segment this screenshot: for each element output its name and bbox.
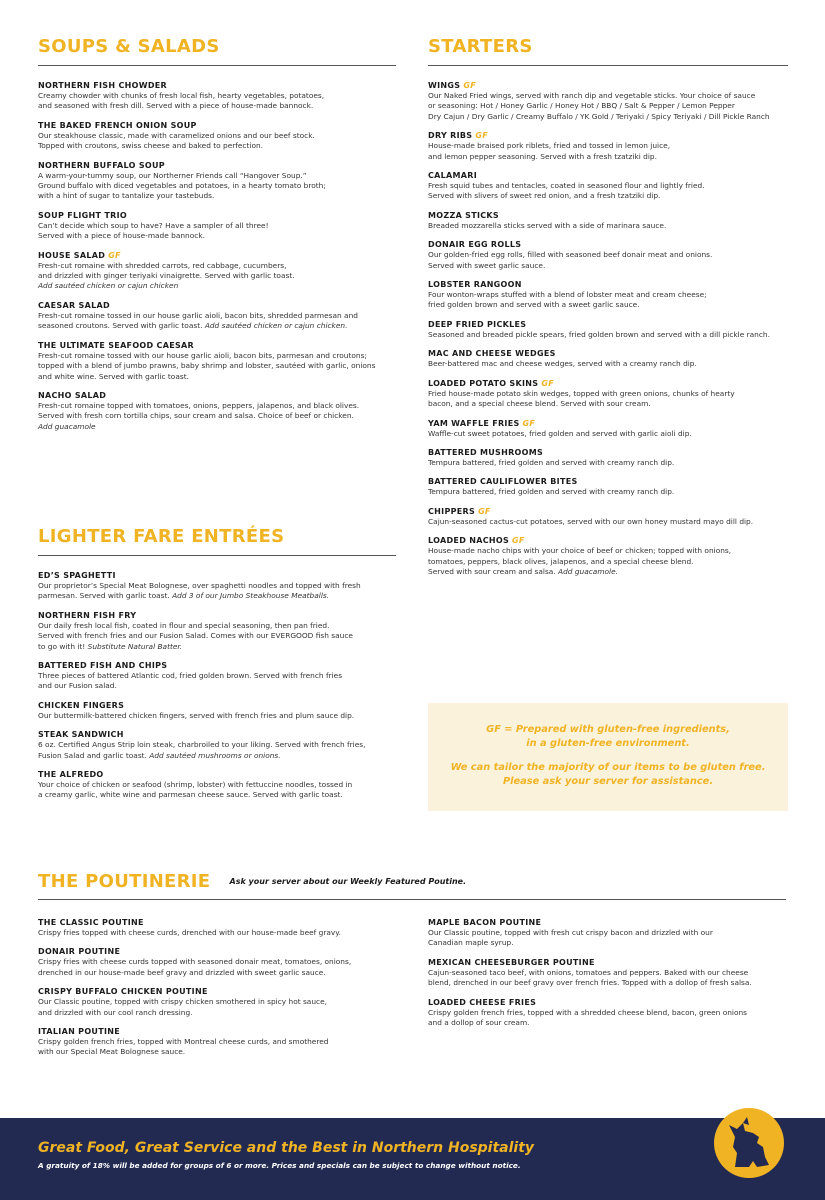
description-text: Four wonton-wraps stuffed with a blend of lobster meat and cream cheese; fried golden brown and served with a sweet garlic sauce.: [428, 290, 707, 310]
poutine-feature-note: Ask your server about our Weekly Featured Poutine.: [229, 877, 467, 886]
menu-item-title: ITALIAN POUTINE: [38, 1027, 121, 1037]
menu-item-title: CHIPPERS: [428, 506, 476, 516]
menu-item: [428, 130, 788, 162]
description-text: Seasoned and breaded pickle spears, fried golden brown and served with a dill pickle ranch.: [428, 329, 770, 339]
menu-item-title: STEAK SANDWICH: [38, 730, 124, 740]
menu-item: [38, 160, 396, 202]
menu-item: [38, 729, 396, 761]
starters-section: [428, 36, 788, 585]
menu-item: [428, 476, 788, 497]
menu-item: [38, 300, 396, 332]
menu-item-title: HOUSE SALAD: [38, 250, 106, 260]
menu-item-description: [428, 359, 788, 369]
menu-item-name: [38, 610, 396, 621]
description-text: Our buttermilk-battered chicken fingers, served with french fries and plum sauce dip.: [38, 710, 355, 720]
description-text: Fried house-made potato skin wedges, topped with green onions, chunks of hearty bacon, and a special cheese blend. Served with sour cream.: [428, 388, 735, 409]
menu-item-description: [428, 928, 788, 949]
description-text: Our daily fresh local fish, coated in flour and special seasoning, then pan fried. Served with french fries and our Fusion Salad. Comes with our EVERGOOD fish sauce to go with it!: [38, 620, 353, 651]
item-list: [38, 570, 396, 801]
description-text: House-made braised pork riblets, fried and tossed in lemon juice, and lemon pepper seasoning. Served with a fresh tzatziki dip.: [428, 141, 671, 161]
menu-item: [428, 348, 788, 369]
menu-item-name: [428, 378, 788, 389]
menu-item-title: DONAIR EGG ROLLS: [428, 240, 522, 250]
menu-item-name: [428, 319, 788, 330]
menu-item-title: LOBSTER RANGOON: [428, 280, 522, 290]
menu-item-title: ED’S SPAGHETTI: [38, 571, 116, 580]
menu-item-description: [428, 546, 788, 577]
menu-item: [428, 957, 788, 989]
gluten-free-notice: [428, 703, 788, 811]
menu-item-title: SOUP FLIGHT TRIO: [38, 210, 127, 220]
menu-item: [38, 250, 396, 292]
section-divider: [428, 65, 788, 66]
menu-item: [428, 535, 788, 577]
menu-item-title: NACHO SALAD: [38, 390, 107, 400]
menu-item-name: [428, 210, 788, 221]
menu-item-description: [38, 171, 396, 202]
menu-item-description: [428, 389, 788, 410]
menu-item-name: [38, 986, 408, 997]
menu-item-name: [38, 250, 396, 261]
menu-item: [38, 340, 396, 382]
menu-item-title: MEXICAN CHEESEBURGER POUTINE: [428, 957, 595, 967]
description-text: Fresh-cut romaine with shredded carrots, red cabbage, cucumbers, and drizzled with ginger teriyaki vinaigrette. Served with garlic toast.: [38, 260, 295, 281]
menu-item-name: [428, 476, 788, 487]
menu-item-title: CHICKEN FINGERS: [38, 700, 125, 710]
poutine-left-column: [38, 917, 408, 1066]
description-text: 6 oz. Certified Angus Strip loin steak, charbroiled to your liking. Served with french fries, Fusion Salad and garlic toast.: [38, 740, 366, 760]
menu-item-title: DRY RIBS: [428, 131, 473, 141]
menu-item-title: NORTHERN BUFFALO SOUP: [38, 160, 165, 170]
menu-item-name: [428, 348, 788, 359]
menu-item-title: BATTERED CAULIFLOWER BITES: [428, 477, 578, 487]
menu-item: [428, 80, 788, 122]
gluten-free-badge: GF: [541, 378, 554, 388]
menu-item-description: [38, 928, 408, 938]
menu-item-name: [428, 447, 788, 458]
menu-item-name: [428, 279, 788, 290]
add-on-note: Add guacamole: [38, 421, 96, 431]
description-text: Crispy fries topped with cheese curds, drenched with our house-made beef gravy.: [38, 928, 341, 937]
description-text: Cajun-seasoned taco beef, with onions, tomatoes and peppers. Baked with our cheese blend, drenched in our beef gravy over french fries. Topped with a dollop of fresh salsa.: [428, 967, 752, 988]
menu-item: [428, 506, 788, 527]
menu-item-name: [38, 210, 396, 221]
item-list: [428, 917, 788, 1028]
menu-item: [38, 610, 396, 652]
menu-item-description: [38, 621, 396, 652]
menu-item-description: [38, 780, 396, 801]
menu-item-description: [428, 517, 788, 527]
description-text: Our Classic poutine, topped with fresh cut crispy bacon and drizzled with our Canadian maple syrup.: [428, 928, 713, 948]
gf-tailor-note: We can tailor the majority of our items to be gluten free. Please ask your server for assistance.: [450, 762, 766, 787]
description-text: Crispy golden french fries, topped with a shredded cheese blend, bacon, green onions and a dollop of sour cream.: [428, 1007, 748, 1028]
item-list: [428, 80, 788, 577]
menu-item: [428, 378, 788, 410]
menu-item-description: [38, 401, 396, 432]
description-text: Your choice of chicken or seafood (shrimp, lobster) with fettuccine noodles, tossed in a creamy garlic, white wine and parmesan cheese sauce. Served with garlic toast.: [38, 780, 353, 800]
menu-item: [38, 660, 396, 692]
description-text: Our Naked Fried wings, served with ranch dip and vegetable sticks. Your choice of sauce or seasoning: Hot / Honey Garlic / Honey Hot / BBQ / Salt & Pepper / Lemon Pepper Dry Cajun / Dry Garlic / Creamy Buffalo / YK Gold / Teriyaki / Spicy Teriyaki / Dill Pickle Ranch: [428, 91, 770, 121]
menu-item: [38, 120, 396, 152]
menu-item: [38, 210, 396, 242]
gluten-free-badge: GF: [463, 81, 476, 90]
menu-item: [428, 279, 788, 311]
menu-item-name: [428, 418, 788, 429]
menu-item: [38, 80, 396, 112]
menu-item-title: YAM WAFFLE FRIES: [428, 418, 520, 428]
add-on-note: Substitute Natural Batter.: [87, 641, 183, 651]
gf-definition: GF = Prepared with gluten-free ingredients, in a gluten-free environment.: [486, 724, 730, 749]
item-list: [38, 917, 408, 1058]
menu-item-name: [38, 120, 396, 131]
menu-item-title: NORTHERN FISH FRY: [38, 610, 137, 620]
menu-item: [428, 997, 788, 1029]
footer-banner: [0, 1118, 825, 1200]
menu-item-title: THE ALFREDO: [38, 770, 104, 780]
section-divider: [38, 555, 396, 556]
menu-item-description: [38, 221, 396, 242]
description-text: Our proprietor’s Special Meat Bolognese, over spaghetti noodles and topped with fresh parmesan. Served with garlic toast.: [38, 581, 361, 601]
section-heading: THE POUTINERIE: [38, 871, 211, 892]
menu-item: [38, 946, 408, 978]
add-on-note: Add 3 of our Jumbo Steakhouse Meatballs.: [172, 591, 330, 601]
section-divider: [38, 899, 786, 900]
menu-item-title: CAESAR SALAD: [38, 300, 110, 310]
menu-item-description: [428, 429, 788, 439]
howling-wolf-icon: [713, 1107, 785, 1179]
menu-item-title: DEEP FRIED PICKLES: [428, 319, 527, 329]
menu-item-name: [428, 535, 788, 546]
menu-item: [428, 418, 788, 439]
menu-item-description: [428, 250, 788, 271]
description-text: Fresh-cut romaine topped with tomatoes, onions, peppers, jalapenos, and black olives. Served with fresh corn tortilla chips, sour cream and salsa. Choice of beef or chicken.: [38, 400, 360, 421]
menu-item-name: [38, 946, 408, 957]
menu-item-description: [428, 141, 788, 162]
menu-item-name: [428, 997, 788, 1008]
description-text: Our golden-fried egg rolls, filled with seasoned beef donair meat and onions. Served with sweet garlic sauce.: [428, 250, 713, 270]
menu-item: [38, 769, 396, 801]
menu-item: [38, 570, 396, 602]
description-text: Tempura battered, fried golden and served with creamy ranch dip.: [428, 457, 675, 467]
menu-item-name: [38, 700, 396, 711]
menu-item: [428, 239, 788, 271]
menu-item: [428, 319, 788, 340]
description-text: Beer-battered mac and cheese wedges, served with a creamy ranch dip.: [428, 359, 697, 369]
menu-item-description: [38, 1037, 408, 1058]
menu-item-description: [428, 221, 788, 231]
section-heading: SOUPS & SALADS: [38, 36, 220, 57]
menu-item-title: BATTERED FISH AND CHIPS: [38, 661, 168, 671]
menu-item-name: [38, 80, 396, 91]
menu-item-title: THE CLASSIC POUTINE: [38, 918, 144, 927]
gratuity-disclaimer: A gratuity of 18% will be added for groups of 6 or more. Prices and specials can be subject to change without notice.: [38, 1161, 521, 1170]
description-text: Fresh-cut romaine tossed in our house garlic aioli, bacon bits, shredded parmesan and seasoned croutons. Served with garlic toast.: [38, 310, 358, 331]
gluten-free-badge: GF: [475, 131, 488, 141]
description-text: Crispy fries with cheese curds topped with seasoned donair meat, tomatoes, onions, drenched in our house-made beef gravy and drizzled with sweet garlic sauce.: [38, 957, 352, 977]
menu-item-description: [38, 671, 396, 692]
menu-item-description: [38, 261, 396, 292]
menu-item-description: [38, 351, 396, 382]
menu-item: [38, 917, 408, 938]
description-text: Fresh-cut romaine tossed with our house garlic aioli, bacon bits, parmesan and croutons; topped with a blend of jumbo prawns, baby shrimp and lobster, sautéed with garlic, onions and white wine. Served with garlic toast.: [38, 350, 376, 381]
menu-item-title: MAC AND CHEESE WEDGES: [428, 349, 556, 359]
description-text: Our steakhouse classic, made with caramelized onions and our beef stock. Topped with croutons, swiss cheese and baked to perfection.: [38, 130, 315, 151]
menu-item-name: [38, 729, 396, 740]
menu-item-title: CRISPY BUFFALO CHICKEN POUTINE: [38, 987, 208, 997]
menu-item-description: [38, 131, 396, 152]
menu-item-name: [38, 1026, 408, 1037]
menu-item: [428, 917, 788, 949]
menu-item-name: [428, 239, 788, 250]
menu-item: [38, 390, 396, 432]
description-text: Tempura battered, fried golden and served with creamy ranch dip.: [428, 487, 675, 497]
menu-item-description: [428, 290, 788, 311]
menu-item-name: [428, 80, 788, 91]
menu-item-name: [428, 130, 788, 141]
menu-item-description: [428, 487, 788, 497]
menu-item-description: [38, 711, 396, 721]
menu-item-name: [38, 340, 396, 351]
description-text: Our Classic poutine, topped with crispy chicken smothered in spicy hot sauce, and drizzled with our cool ranch dressing.: [38, 997, 327, 1017]
menu-item-title: LOADED CHEESE FRIES: [428, 997, 537, 1007]
menu-item-description: [38, 957, 408, 978]
add-on-note: Add sautéed mushrooms or onions.: [149, 750, 281, 760]
section-heading: LIGHTER FARE ENTRÉES: [38, 526, 285, 547]
menu-item-description: [428, 181, 788, 202]
menu-item-title: WINGS: [428, 81, 461, 90]
menu-item-description: [428, 1008, 788, 1029]
menu-item-title: CALAMARI: [428, 171, 478, 181]
menu-item-title: LOADED NACHOS: [428, 536, 510, 546]
description-text: Creamy chowder with chunks of fresh local fish, hearty vegetables, potatoes, and seasoned with fresh dill. Served with a piece of house-made bannock.: [38, 91, 325, 111]
description-text: House-made nacho chips with your choice of beef or chicken; topped with onions, tomatoes, peppers, black olives, jalapenos, and a special cheese blend. Served with sour cream and salsa.: [428, 546, 732, 576]
menu-item-description: [428, 968, 788, 989]
menu-item-description: [38, 740, 396, 761]
menu-item-name: [428, 506, 788, 517]
menu-item-name: [428, 957, 788, 968]
menu-item-name: [428, 917, 788, 928]
menu-item: [428, 447, 788, 468]
item-list: [38, 80, 396, 432]
menu-item-description: [428, 458, 788, 468]
description-text: Cajun-seasoned cactus-cut potatoes, served with our own honey mustard mayo dill dip.: [428, 516, 754, 526]
description-text: Fresh squid tubes and tentacles, coated in seasoned flour and lightly fried. Served with slivers of sweet red onion, and a fresh tzatziki dip.: [428, 181, 705, 201]
menu-item: [428, 210, 788, 231]
menu-item-description: [38, 997, 408, 1018]
menu-item-description: [38, 311, 396, 332]
menu-item-description: [428, 330, 788, 340]
add-on-note: Add guacamole.: [558, 566, 619, 576]
menu-item-title: DONAIR POUTINE: [38, 947, 121, 957]
section-heading: STARTERS: [428, 36, 533, 57]
add-on-note: Add sautéed chicken or cajun chicken.: [204, 321, 348, 331]
menu-item-title: BATTERED MUSHROOMS: [428, 447, 544, 457]
menu-item-title: THE ULTIMATE SEAFOOD CAESAR: [38, 340, 194, 350]
description-text: Waffle-cut sweet potatoes, fried golden and served with garlic aioli dip.: [428, 428, 692, 438]
description-text: A warm-your-tummy soup, our Northerner Friends call “Hangover Soup.” Ground buffalo with diced vegetables and potatoes, in a hearty tomato broth; with a hint of sugar to tantalize your tastebuds.: [38, 170, 326, 201]
menu-item-name: [38, 160, 396, 171]
menu-item-title: THE BAKED FRENCH ONION SOUP: [38, 120, 197, 130]
menu-item-description: [428, 91, 788, 122]
menu-item: [428, 170, 788, 202]
menu-item: [38, 986, 408, 1018]
menu-item: [38, 700, 396, 721]
footer-tagline: Great Food, Great Service and the Best in Northern Hospitality: [38, 1140, 535, 1156]
description-text: Crispy golden french fries, topped with Montreal cheese curds, and smothered with our Special Meat Bolognese sauce.: [38, 1037, 329, 1057]
menu-item-name: [428, 170, 788, 181]
menu-item-name: [38, 300, 396, 311]
soups-salads-section: [38, 36, 396, 440]
lighter-fare-section: [38, 526, 396, 809]
description-text: Three pieces of battered Atlantic cod, fried golden brown. Served with french fries and our Fusion salad.: [38, 671, 343, 691]
menu-item-title: MAPLE BACON POUTINE: [428, 918, 542, 927]
menu-item-title: MOZZA STICKS: [428, 210, 499, 220]
menu-item: [38, 1026, 408, 1058]
menu-item-description: [38, 581, 396, 602]
gluten-free-badge: GF: [522, 418, 536, 428]
add-on-note: Add sautéed chicken or cajun chicken: [38, 281, 179, 291]
description-text: Can’t decide which soup to have? Have a sampler of all three! Served with a piece of house-made bannock.: [38, 220, 269, 241]
section-divider: [38, 65, 396, 66]
menu-item-title: LOADED POTATO SKINS: [428, 378, 539, 388]
menu-item-name: [38, 570, 396, 581]
description-text: Breaded mozzarella sticks served with a side of marinara sauce.: [428, 220, 667, 230]
gluten-free-badge: GF: [478, 506, 491, 516]
gluten-free-badge: GF: [512, 536, 525, 546]
menu-item-name: [38, 660, 396, 671]
menu-item-name: [38, 390, 396, 401]
menu-item-title: NORTHERN FISH CHOWDER: [38, 81, 167, 90]
poutinerie-section: [38, 871, 786, 900]
menu-item-name: [38, 917, 408, 928]
poutine-right-column: [428, 917, 788, 1036]
menu-item-description: [38, 91, 396, 112]
gluten-free-badge: GF: [108, 250, 121, 260]
menu-item-name: [38, 769, 396, 780]
